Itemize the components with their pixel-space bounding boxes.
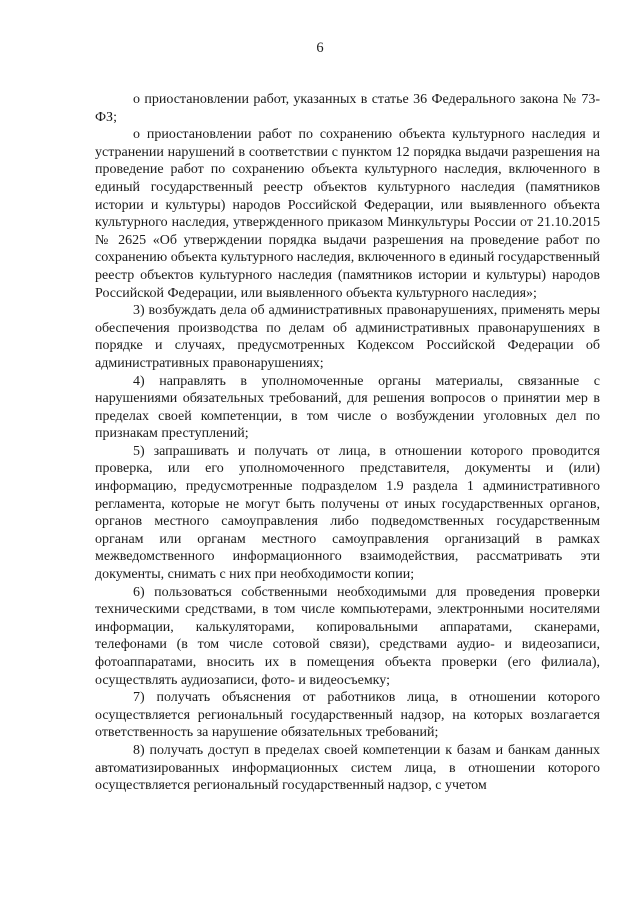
paragraph-item-8: 8) получать доступ в пределах своей компетенции к базам и банкам данных автоматизированных информационных систем лица, в отношении которого осуществляется региональный государственный надзор, с учетом [95,742,600,794]
paragraph-suspension-heritage-works: о приостановлении работ по сохранению объекта культурного наследия и устранении нарушений в соответствии с пунктом 12 порядка выдачи разрешения на проведение работ по сохранению объекта культурного наследия, включенного в единый государственный реестр объектов культурного наследия (памятников истории и культуры) народов Российской Федерации, или выявленного объекта культурного наследия, утвержденного приказом Минкультуры России от 21.10.2015 № 2625 «Об утверждении порядка выдачи разрешения на проведение работ по сохранению объекта культурного наследия, включенного в единый государственный реестр объектов культурного наследия (памятников истории и культуры) народов Российской Федерации, или выявленного объекта культурного наследия»; [95,127,600,301]
paragraph-item-3: 3) возбуждать дела об административных правонарушениях, применять меры обеспечения производства по делам об административных правонарушениях в порядке и случаях, предусмотренных Кодексом Российской Федерации об административных правонарушениях; [95,303,600,371]
page-number: 6 [316,40,324,56]
paragraph-item-4: 4) направлять в уполномоченные органы материалы, связанные с нарушениями обязательных требований, для решения вопросов о принятии мер в пределах своей компетенции, в том числе о возбуждении уголовных дел по признакам преступлений; [95,373,600,442]
paragraph-suspension-art36: о приостановлении работ, указанных в статье 36 Федерального закона № 73-ФЗ; [95,92,600,125]
paragraph-item-5: 5) запрашивать и получать от лица, в отношении которого проводится проверка, или его уполномоченного представителя, документы и (или) информацию, предусмотренные подразделом 1.9 раздела 1 административного регламента, которые не могут быть получены от иных государственных органов, органов местного самоуправления либо подведомственных государственным органам или органам местного самоуправления организаций в рамках межведомственного информационного взаимодействия, рассматривать эти документы, снимать с них при необходимости копии; [95,443,600,583]
paragraph-item-7: 7) получать объяснения от работников лица, в отношении которого осуществляется региональный государственный надзор, на которых возлагается ответственность за нарушение обязательных требований; [95,690,600,741]
document-body [95,91,600,795]
paragraph-item-6: 6) пользоваться собственными необходимыми для проведения проверки техническими средствами, в том числе компьютерами, электронными носителями информации, калькуляторами, копировальными аппаратами, сканерами, телефонами (в том числе сотовой связи), средствами аудио- и видеозаписи, фотоаппаратами, вносить их в помещения объекта проверки (его филиала), осуществлять аудиозаписи, фото- и видеосъемку; [95,584,600,688]
